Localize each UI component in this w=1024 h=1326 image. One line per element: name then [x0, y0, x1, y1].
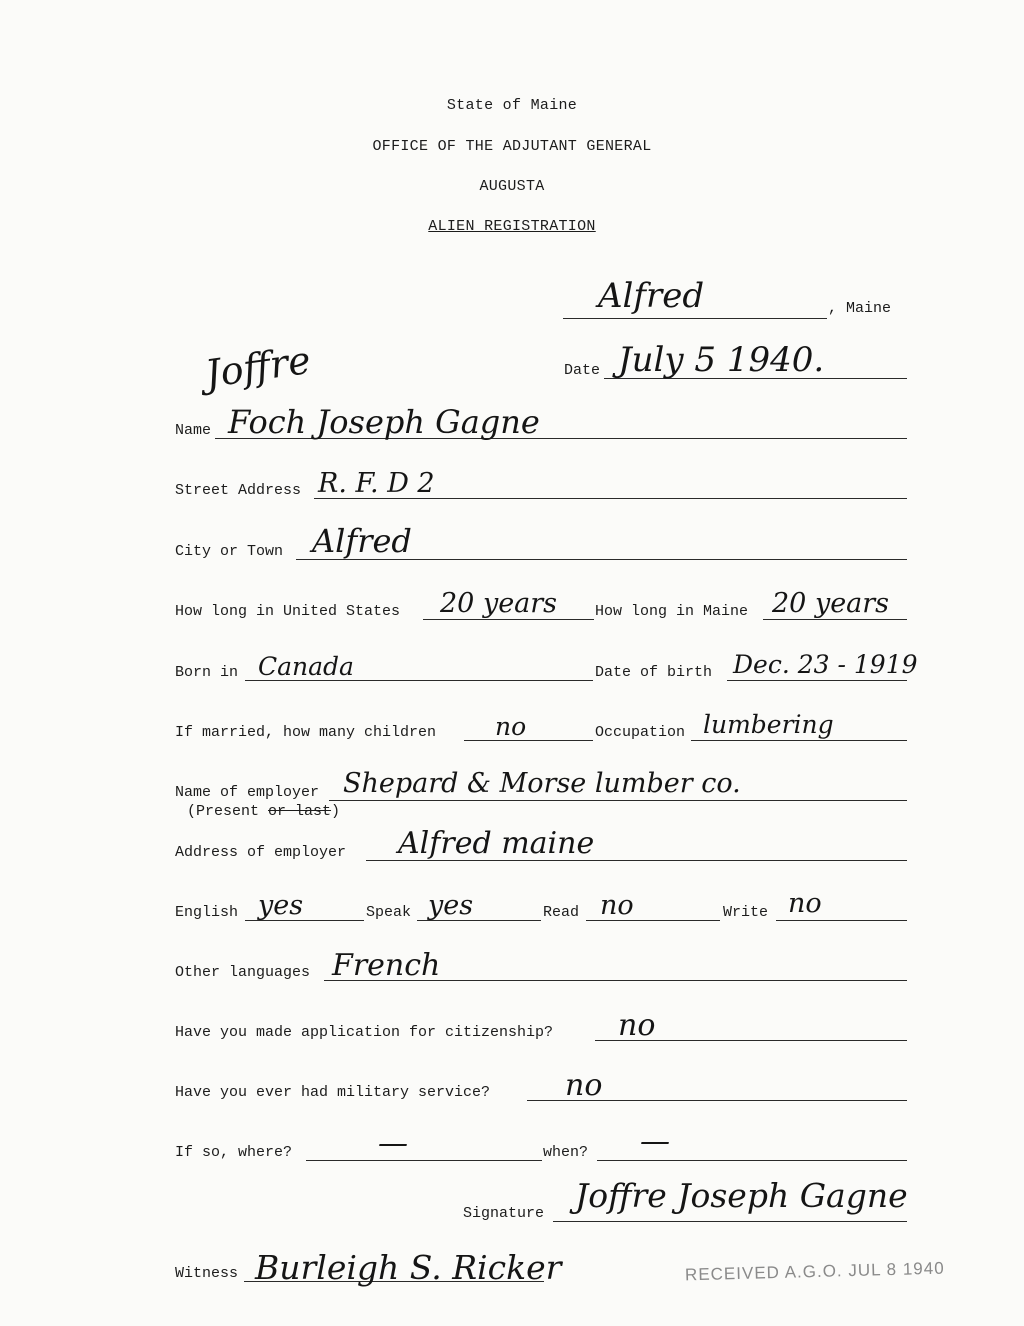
- born-label: Born in: [175, 664, 239, 681]
- write-line: [776, 920, 907, 921]
- place-line: [563, 318, 827, 319]
- employer-line: [329, 800, 907, 801]
- when-value: —: [640, 1124, 670, 1159]
- employer-address-label: Address of employer: [175, 844, 347, 861]
- street-value: R. F. D 2: [318, 468, 435, 499]
- place-suffix: , Maine: [828, 300, 892, 317]
- military-value: no: [565, 1068, 603, 1103]
- english-label: English: [175, 904, 239, 921]
- dob-line: [727, 680, 907, 681]
- other-languages-value: French: [332, 948, 441, 983]
- received-stamp: RECEIVED A.G.O. JUL 8 1940: [684, 1258, 945, 1285]
- date-label: Date: [564, 362, 601, 379]
- when-label: when?: [543, 1144, 589, 1161]
- employer-label: Name of employer: [175, 784, 320, 801]
- signature-line: [553, 1221, 907, 1222]
- speak-label: Speak: [366, 904, 412, 921]
- maine-duration-label: How long in Maine: [595, 603, 749, 620]
- maine-duration-line: [763, 619, 907, 620]
- place-value: Alfred: [598, 276, 705, 316]
- us-duration-value: 20 years: [440, 588, 558, 619]
- state-heading: State of Maine: [446, 97, 578, 114]
- children-value: no: [495, 712, 527, 741]
- where-label: If so, where?: [175, 1144, 293, 1161]
- children-label: If married, how many children: [175, 724, 437, 741]
- military-label: Have you ever had military service?: [175, 1084, 491, 1101]
- employer-value: Shepard & Morse lumber co.: [343, 768, 741, 799]
- maine-duration-value: 20 years: [772, 588, 890, 619]
- date-value: July 5 1940.: [618, 340, 825, 380]
- city-label: City or Town: [175, 543, 284, 560]
- street-label: Street Address: [175, 482, 302, 499]
- dob-label: Date of birth: [595, 664, 713, 681]
- write-value: no: [788, 888, 822, 919]
- other-languages-label: Other languages: [175, 964, 311, 981]
- children-line: [464, 740, 593, 741]
- english-value: yes: [258, 890, 304, 921]
- alias-value: Joffre: [202, 337, 314, 397]
- born-value: Canada: [258, 652, 354, 681]
- employer-note: [187, 803, 340, 820]
- occupation-line: [691, 740, 907, 741]
- employer-address-value: Alfred maine: [398, 826, 595, 861]
- where-line: [306, 1160, 542, 1161]
- form-title: ALIEN REGISTRATION: [428, 218, 596, 235]
- office-heading: OFFICE OF THE ADJUTANT GENERAL: [372, 138, 652, 155]
- occupation-label: Occupation: [595, 724, 686, 741]
- employer-note-struck: or last: [268, 803, 332, 820]
- read-label: Read: [543, 904, 580, 921]
- citizenship-value: no: [618, 1008, 656, 1043]
- dob-value: Dec. 23 - 1919: [733, 650, 918, 679]
- speak-value: yes: [428, 890, 474, 921]
- when-line: [597, 1160, 907, 1161]
- us-duration-label: How long in United States: [175, 603, 401, 620]
- signature-value: Joffre Joseph Gagne: [575, 1176, 908, 1215]
- read-value: no: [600, 890, 634, 921]
- employer-note-close: ): [331, 803, 341, 820]
- witness-label: Witness: [175, 1265, 239, 1282]
- occupation-value: lumbering: [703, 710, 834, 739]
- city-value: Alfred: [312, 522, 412, 560]
- name-value: Foch Joseph Gagne: [228, 403, 540, 441]
- us-duration-line: [423, 619, 594, 620]
- where-value: —: [378, 1126, 408, 1161]
- name-label: Name: [175, 422, 212, 439]
- write-label: Write: [723, 904, 769, 921]
- employer-note-open: (Present: [187, 803, 269, 820]
- signature-label: Signature: [463, 1205, 545, 1222]
- city-heading: AUGUSTA: [479, 178, 545, 195]
- witness-value: Burleigh S. Ricker: [255, 1248, 562, 1287]
- citizenship-label: Have you made application for citizenship?: [175, 1024, 554, 1041]
